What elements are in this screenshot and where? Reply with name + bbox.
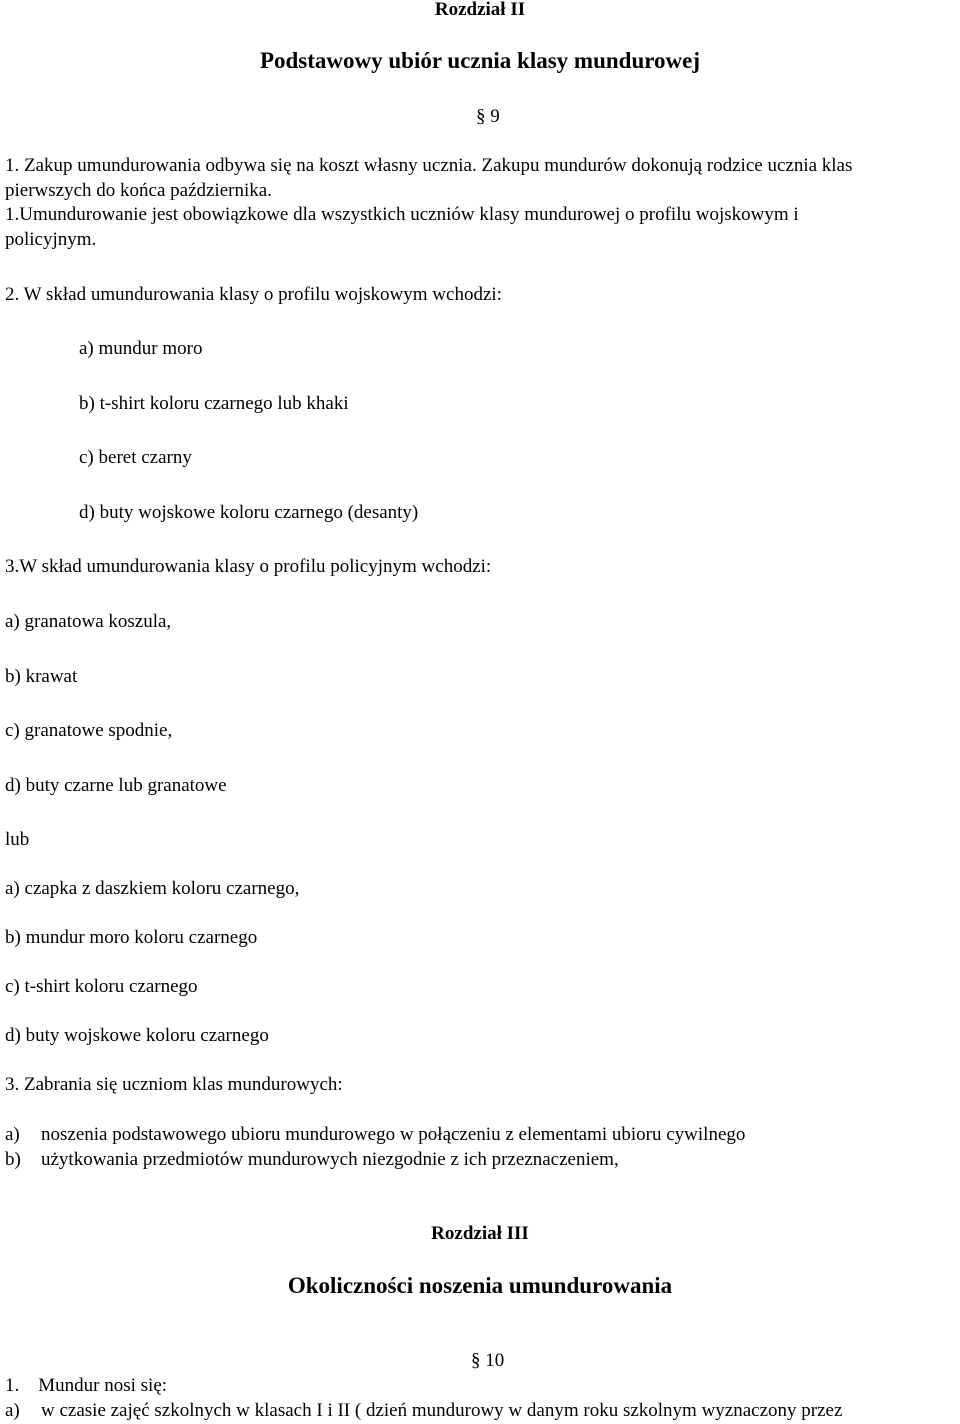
paragraph-text: 3. Zabrania się uczniom klas mundurowych: — [5, 1074, 343, 1095]
list-item-text: w czasie zajęć szkolnych w klasach I i II ( dzień mundurowy w danym roku szkolnym wyznaczony przez — [41, 1400, 843, 1421]
list-item: d) buty wojskowe koloru czarnego (desanty) — [79, 502, 419, 523]
list-item: b) krawat — [5, 666, 78, 687]
list-item-text: użytkowania przedmiotów mundurowych niezgodnie z ich przeznaczeniem, — [41, 1149, 619, 1170]
list-item — [5, 1150, 619, 1169]
chapter-label: Rozdział III — [431, 1223, 529, 1244]
list-marker: b) — [5, 1149, 21, 1170]
or-label: lub — [5, 829, 30, 850]
list-item: c) t-shirt koloru czarnego — [5, 976, 198, 997]
chapter-title: Podstawowy ubiór ucznia klasy mundurowej — [259, 48, 701, 73]
list-marker: a) — [5, 1400, 20, 1421]
paragraph-text: 2. W skład umundurowania klasy o profilu wojskowym wchodzi: — [5, 284, 502, 305]
list-item: b) t-shirt koloru czarnego lub khaki — [79, 393, 349, 414]
list-item: d) buty wojskowe koloru czarnego — [5, 1025, 269, 1046]
list-item: c) granatowe spodnie, — [5, 720, 173, 741]
list-marker: a) — [5, 1124, 20, 1145]
chapter-label: Rozdział II — [434, 0, 526, 20]
list-item: d) buty czarne lub granatowe — [5, 775, 227, 796]
list-item: a) granatowa koszula, — [5, 611, 172, 632]
list-item: a) mundur moro — [79, 338, 203, 359]
list-item: a) czapka z daszkiem koloru czarnego, — [5, 878, 300, 899]
paragraph-text: 3.W skład umundurowania klasy o profilu policyjnym wchodzi: — [5, 556, 492, 577]
paragraph-text: pierwszych do końca października. — [5, 180, 272, 201]
list-item-text: noszenia podstawowego ubioru mundurowego w połączeniu z elementami ubioru cywilnego — [41, 1124, 746, 1145]
chapter-title: Okoliczności noszenia umundurowania — [287, 1273, 673, 1298]
paragraph-text: 1. Mundur nosi się: — [5, 1375, 168, 1396]
section-number: § 10 — [471, 1350, 505, 1371]
list-item — [5, 1401, 842, 1420]
list-item: b) mundur moro koloru czarnego — [5, 927, 258, 948]
section-number: § 9 — [476, 106, 500, 127]
paragraph-text: policyjnym. — [5, 229, 97, 250]
paragraph-text: 1.Umundurowanie jest obowiązkowe dla wszystkich uczniów klasy mundurowej o profilu wojskowym i — [5, 204, 799, 225]
list-item — [5, 1125, 745, 1144]
list-item: c) beret czarny — [79, 447, 192, 468]
paragraph-text: 1. Zakup umundurowania odbywa się na koszt własny ucznia. Zakupu mundurów dokonują rodzice ucznia klas — [5, 155, 853, 176]
